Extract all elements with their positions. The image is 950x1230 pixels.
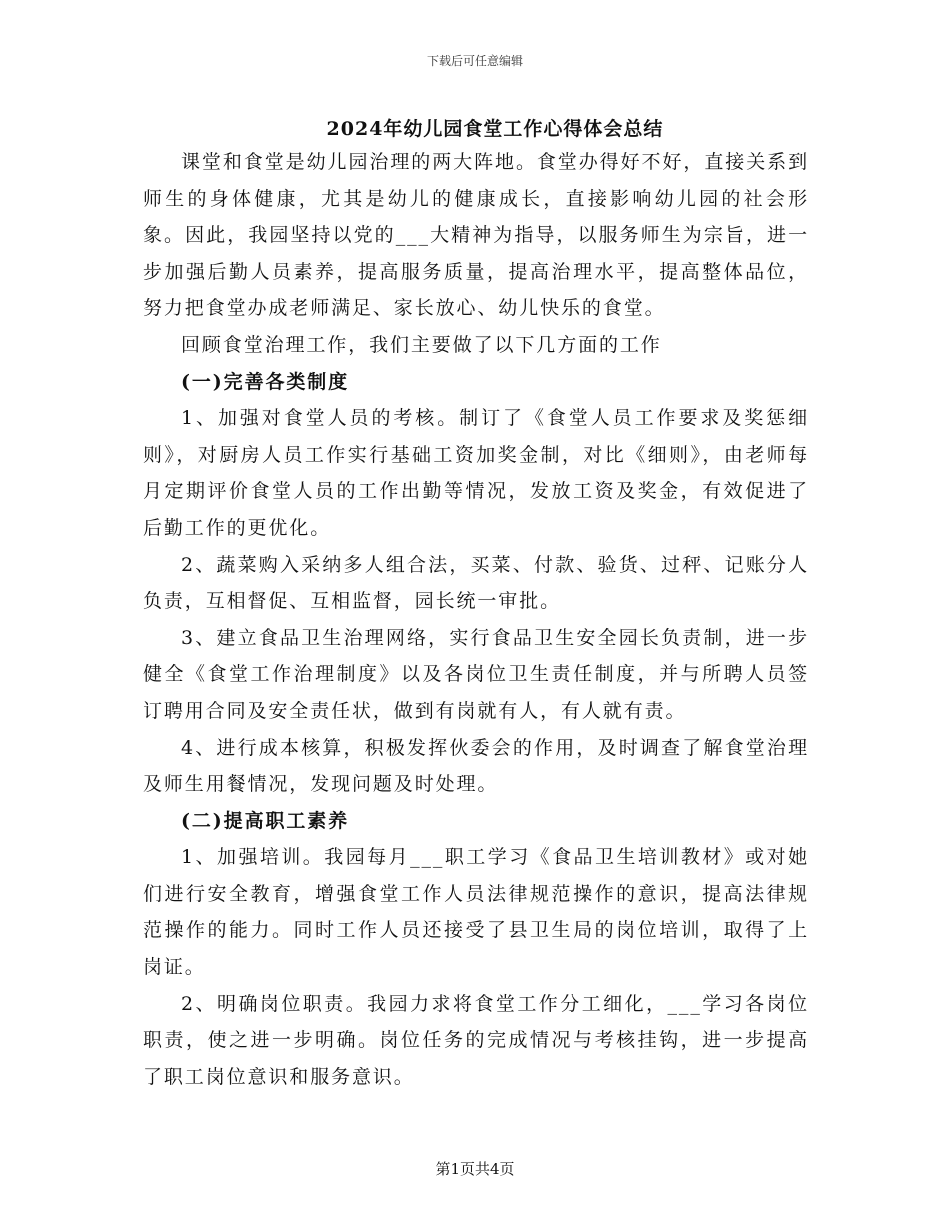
section-paragraph: 1、加强对食堂人员的考核。制订了《食堂人员工作要求及奖惩细则》，对厨房人员工作实行基础工资加奖金制，对比《细则》，由老师每月定期评价食堂人员的工作出勤等情况，发放工资及奖金，有效促进了后勤工作的更优化。 [143, 407, 809, 539]
page-number-footer: 第1页共4页 [435, 1160, 515, 1178]
section-heading: (二)提高职工素养 [181, 809, 350, 832]
section-paragraph: 4、进行成本核算，积极发挥伙委会的作用，及时调查了解食堂治理及师生用餐情况，发现问题及时处理。 [143, 736, 809, 796]
intro-paragraph: 课堂和食堂是幼儿园治理的两大阵地。食堂办得好不好，直接关系到师生的身体健康，尤其是幼儿的健康成长，直接影响幼儿园的社会形象。因此，我园坚持以党的___大精神为指导，以服务师生为宗旨，进一步加强后勤人员素养，提高服务质量，提高治理水平，提高整体品位，努力把食堂办成老师满足、家长放心、幼儿快乐的食堂。 [143, 151, 809, 320]
section-heading: (一)完善各类制度 [181, 370, 350, 393]
document-body [143, 114, 809, 1095]
section-paragraph: 2、明确岗位职责。我园力求将食堂工作分工细化，___学习各岗位职责，使之进一步明确。岗位任务的完成情况与考核挂钩，进一步提高了职工岗位意识和服务意识。 [143, 992, 809, 1088]
section-paragraph: 3、建立食品卫生治理网络，实行食品卫生安全园长负责制，进一步健全《食堂工作治理制度》以及各岗位卫生责任制度，并与所聘人员签订聘用合同及安全责任状，做到有岗就有人，有人就有责。 [143, 626, 809, 722]
page-header-note: 下载后可任意编辑 [426, 54, 523, 68]
section-paragraph: 2、蔬菜购入采纳多人组合法，买菜、付款、验货、过秤、记账分人负责，互相督促、互相监督，园长统一审批。 [143, 553, 809, 613]
document-title: 2024年幼儿园食堂工作心得体会总结 [326, 118, 664, 140]
section-paragraph: 1、加强培训。我园每月___职工学习《食品卫生培训教材》或对她们进行安全教育，增强食堂工作人员法律规范操作的意识，提高法律规范操作的能力。同时工作人员还接受了县卫生局的岗位培训，取得了上岗证。 [143, 846, 809, 979]
intro-paragraph: 回顾食堂治理工作，我们主要做了以下几方面的工作 [181, 333, 662, 356]
